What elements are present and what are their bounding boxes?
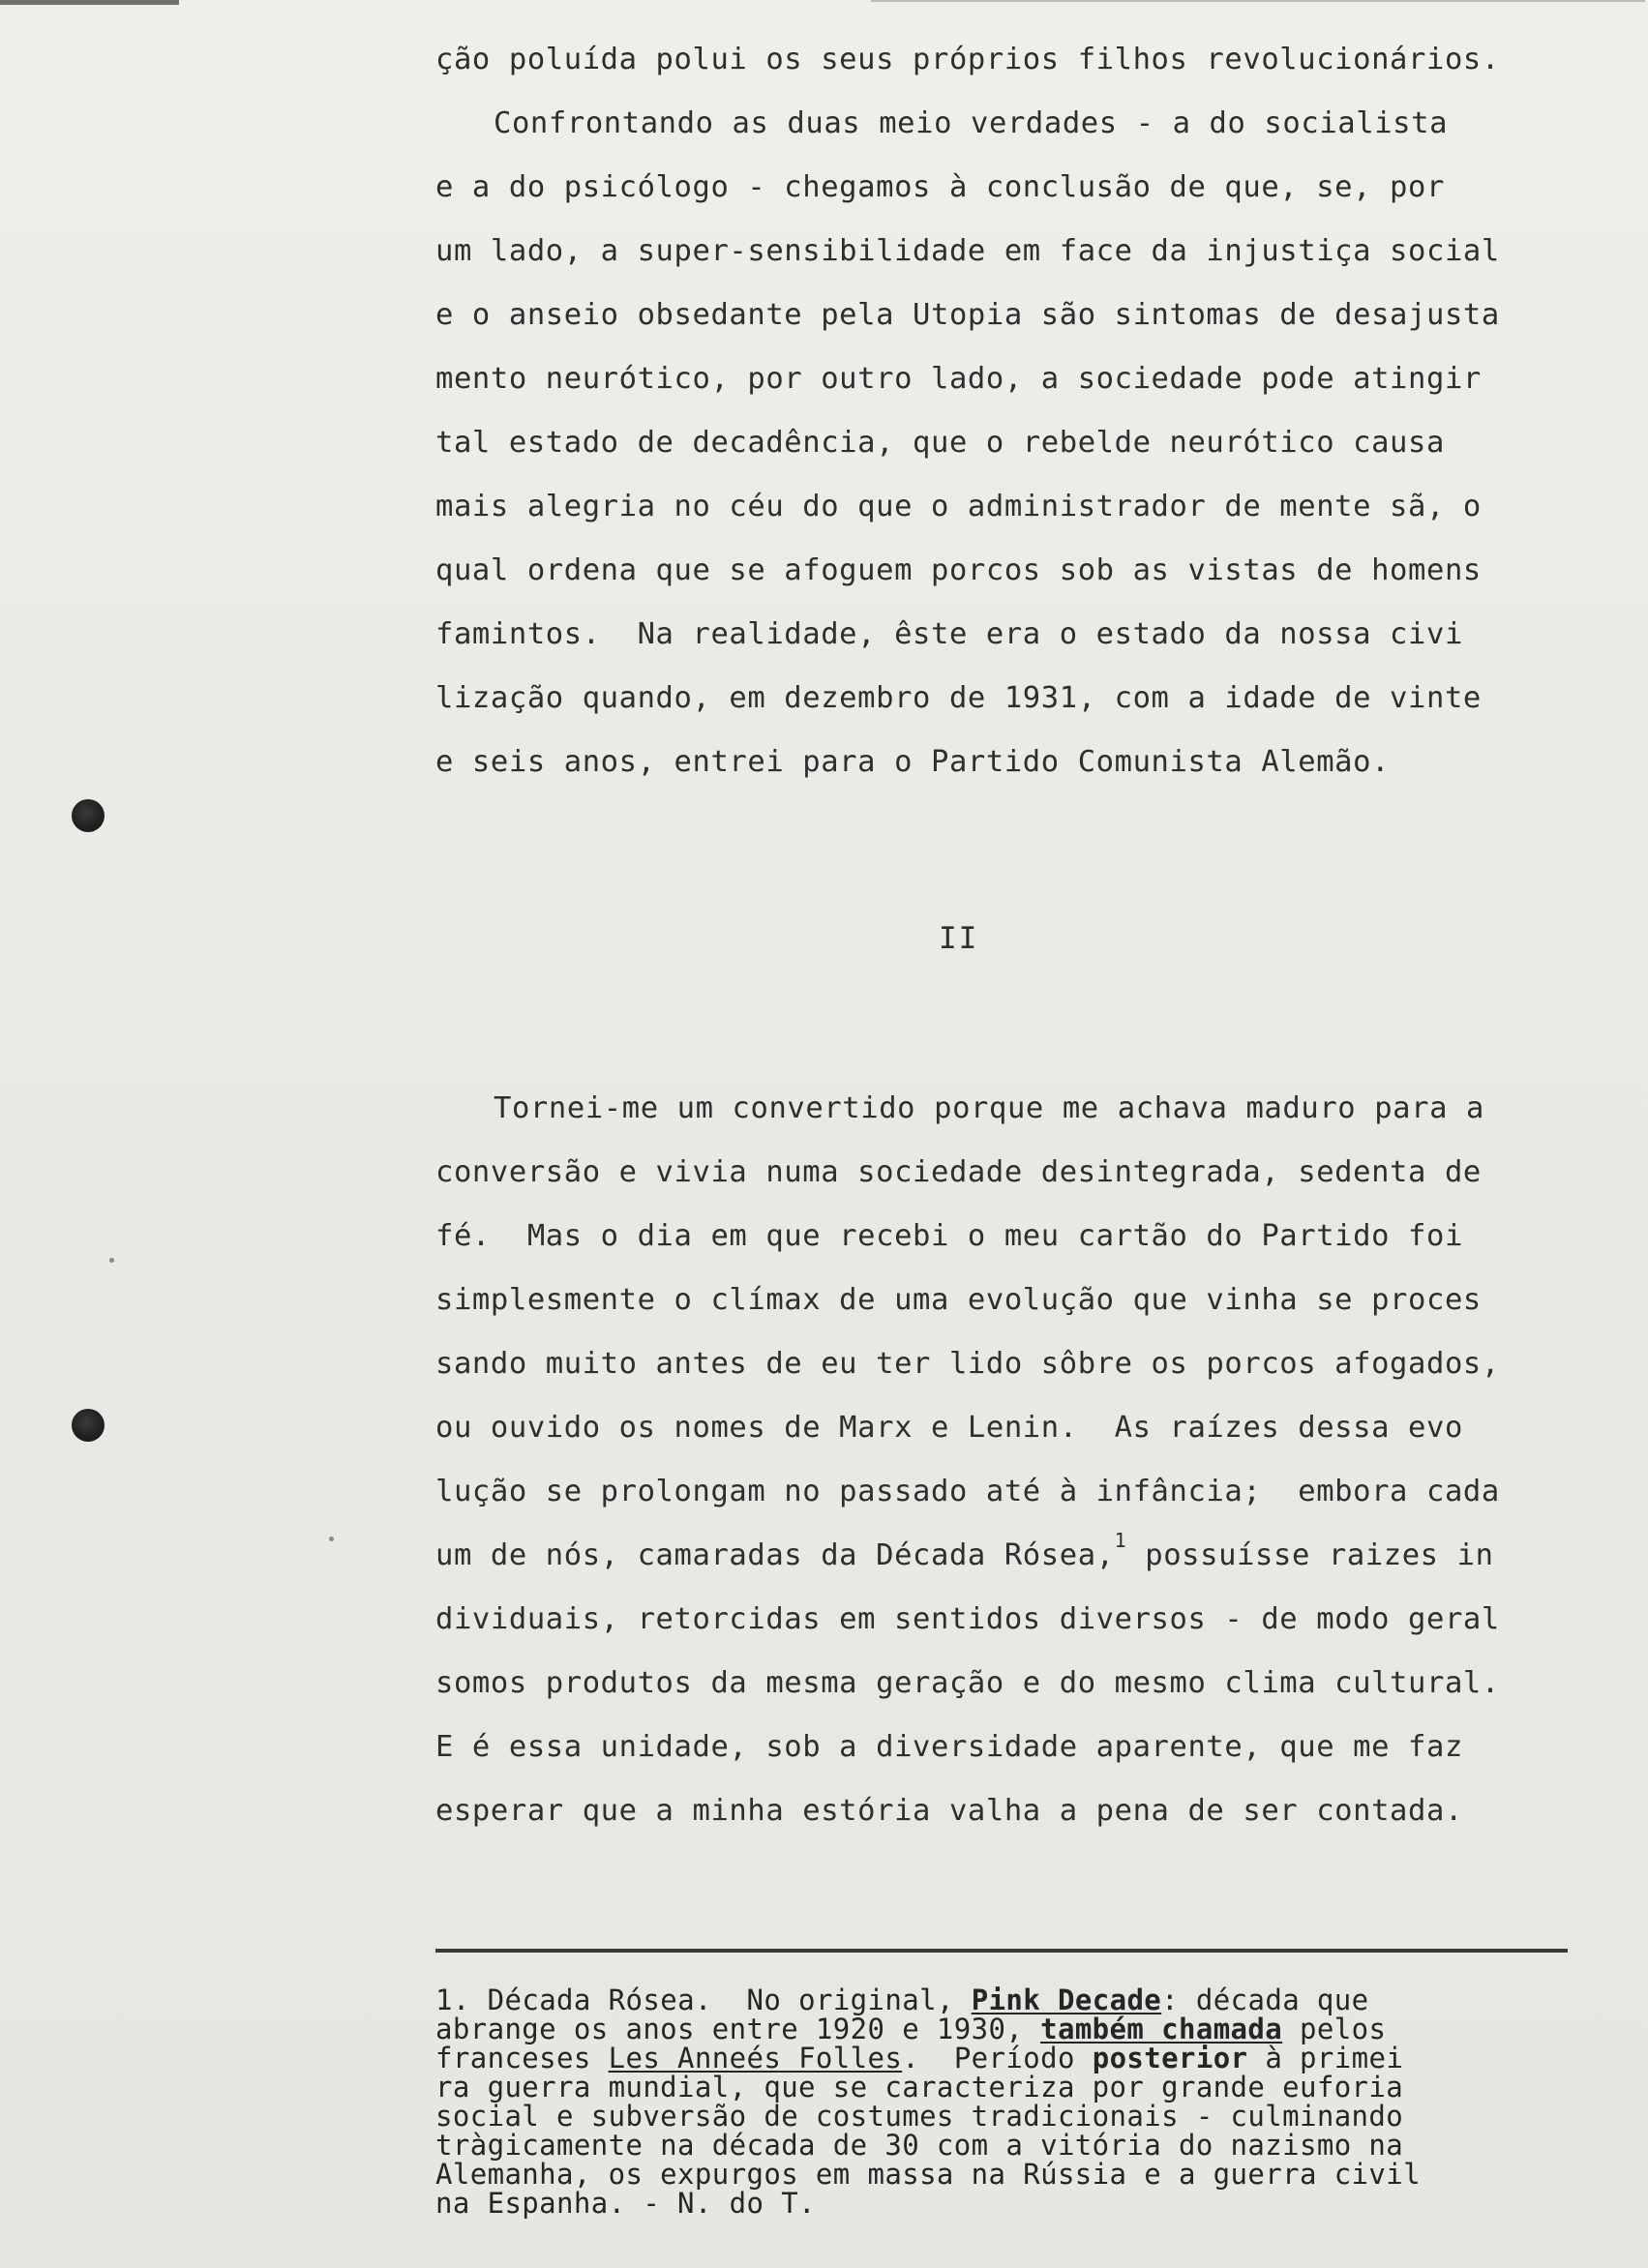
body-line: fé. Mas o dia em que recebi o meu cartão do Partido foi [435,1219,1463,1253]
scan-edge-strip [0,0,179,5]
footnote-line [435,1985,1369,2014]
footnote-line: social e subversão de costumes tradicionais - culminando [435,2100,1404,2133]
footnote-french-term: Les Anneés Folles [608,2042,903,2074]
body-line-part: possuísse raizes in [1126,1538,1494,1572]
footnote-line [435,2044,1403,2073]
body-line: um lado, a super-sensibilidade em face da injustiça social [435,234,1500,268]
body-line: Confrontando as duas meio verdades - a do socialista [494,106,1449,140]
footnote-text: à primei [1247,2042,1404,2074]
footnote-line [435,2014,1386,2044]
body-line: sando muito antes de eu ter lido sôbre os porcos afogados, [435,1347,1500,1381]
footnote-text: . Período [902,2042,1093,2074]
footnote-line: tràgicamente na década de 30 com a vitória do nazismo na [435,2129,1404,2162]
body-line: esperar que a minha estória valha a pena de ser contada. [435,1794,1463,1828]
footnote-line: ra guerra mundial, que se caracteriza por grande euforia [435,2071,1404,2104]
body-line: mento neurótico, por outro lado, a sociedade pode atingir [435,362,1482,396]
body-line: mais alegria no céu do que o administrador de mente sã, o [435,490,1482,523]
footnote-original-term: Pink Decade [971,1984,1162,2016]
body-line: ção poluída polui os seus próprios filhos revolucionários. [435,43,1500,76]
body-line: e a do psicólogo - chegamos à conclusão de que, se, por [435,170,1445,204]
footnote-line: Alemanha, os expurgos em massa na Rússia e a guerra civil [435,2158,1421,2191]
footnote-separator [435,1949,1568,1953]
body-line-part: um de nós, camaradas da Década Rósea, [435,1538,1115,1572]
paper-speck [329,1537,334,1541]
footnote-reference: 1 [1114,1529,1127,1552]
body-line: e o anseio obsedante pela Utopia são sintomas de desajusta [435,298,1500,332]
punch-hole-bottom [72,1409,105,1442]
body-line: ou ouvido os nomes de Marx e Lenin. As raízes dessa evo [435,1411,1463,1445]
body-line-with-footnote-ref [435,1529,1494,1575]
body-line: Tornei-me um convertido porque me achava maduro para a [494,1091,1484,1125]
footnote-text: franceses [435,2042,609,2074]
body-line: e seis anos, entrei para o Partido Comunista Alemão. [435,745,1391,779]
body-line: famintos. Na realidade, êste era o estado da nossa civi [435,617,1463,651]
body-line: lução se prolongam no passado até à infância; embora cada [435,1475,1500,1508]
punch-hole-top [72,799,105,832]
footnote-term: Década Rósea. [487,1984,712,2016]
body-line: lização quando, em dezembro de 1931, com a idade de vinte [435,681,1482,715]
body-line: qual ordena que se afoguem porcos sob as vistas de homens [435,553,1482,587]
body-line: tal estado de decadência, que o rebelde neurótico causa [435,426,1445,460]
scan-edge-line [871,0,1645,2]
body-line: simplesmente o clímax de uma evolução que vinha se proces [435,1283,1482,1317]
body-line: conversão e vivia numa sociedade desintegrada, sedenta de [435,1155,1482,1189]
footnote-number: 1. [435,1984,470,2016]
footnote-emphasis: posterior [1092,2042,1248,2074]
footnote-text: : década que [1161,1984,1369,2016]
body-line: dividuais, retorcidas em sentidos diversos - de modo geral [435,1602,1500,1636]
footnote-text: No original, [711,1984,972,2016]
body-line: somos produtos da mesma geração e do mesmo clima cultural. [435,1666,1500,1700]
section-heading: II [939,921,979,956]
footnote-line: na Espanha. - N. do T. [435,2187,816,2220]
footnote-text: pelos [1282,2013,1387,2045]
footnote-text: abrange os anos entre 1920 e 1930, [435,2013,1041,2045]
body-line: E é essa unidade, sob a diversidade aparente, que me faz [435,1730,1463,1764]
paper-speck [109,1258,114,1263]
footnote-emphasis: também chamada [1040,2013,1283,2045]
